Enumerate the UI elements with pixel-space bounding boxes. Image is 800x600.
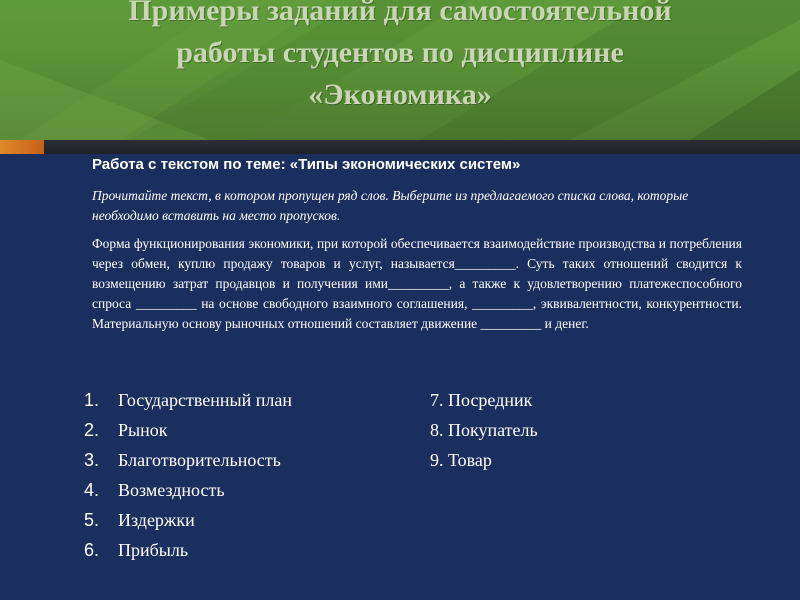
option-number: 6.	[84, 540, 100, 560]
option-number: 4.	[84, 480, 100, 500]
task-text: Форма функционирования экономики, при которой обеспечивается взаимодействие производства и потребления через обмен, куплю продажу товаров и услуг, называется_________. Суть таких отношений сводится к возмещению затрат продавцов и получения ими_________, а также к удовлетворению платежеспособного спроса _________ на основе свободного взаимного соглашения, _________, эквивалентности, конкурентности. Материальную основу рыночных отношений составляет движение _________ и денег.	[92, 236, 742, 331]
option-item	[84, 420, 167, 441]
option-label: Государственный план	[118, 390, 293, 410]
option-item	[84, 390, 292, 411]
option-item	[430, 450, 492, 471]
option-label: Рынок	[118, 420, 168, 440]
divider-bar	[44, 140, 800, 154]
option-label: Возмездность	[118, 480, 225, 500]
option-number: 5.	[84, 510, 100, 530]
option-label: 9. Товар	[430, 450, 492, 470]
slide-content	[0, 154, 800, 600]
option-label: Благотворительность	[118, 450, 281, 470]
title-line-1: Примеры заданий для самостоятельной	[128, 0, 672, 27]
option-number: 3.	[84, 450, 100, 470]
title-line-2: работы студентов по дисциплине	[176, 36, 624, 69]
title-line-3: «Экономика»	[308, 78, 492, 111]
option-label: 7. Посредник	[430, 390, 533, 410]
option-item	[84, 510, 195, 531]
slide-title	[40, 0, 760, 116]
option-item	[84, 450, 281, 471]
option-label: Издержки	[118, 510, 195, 530]
option-item	[430, 420, 538, 441]
section-title: Работа с текстом по теме: «Типы экономических систем»	[92, 156, 521, 173]
option-item	[84, 540, 188, 561]
task-instruction: Прочитайте текст, в котором пропущен ряд слов. Выберите из предлагаемого списка слова, которые необходимо вставить на место пропусков.	[92, 188, 689, 223]
option-label: 8. Покупатель	[430, 420, 538, 440]
slide-header	[0, 0, 800, 140]
option-item	[84, 480, 225, 501]
divider-accent	[0, 140, 44, 154]
option-number: 1.	[84, 390, 100, 410]
option-item	[430, 390, 532, 411]
option-number: 2.	[84, 420, 100, 440]
option-label: Прибыль	[118, 540, 189, 560]
word-options-list	[0, 390, 800, 590]
